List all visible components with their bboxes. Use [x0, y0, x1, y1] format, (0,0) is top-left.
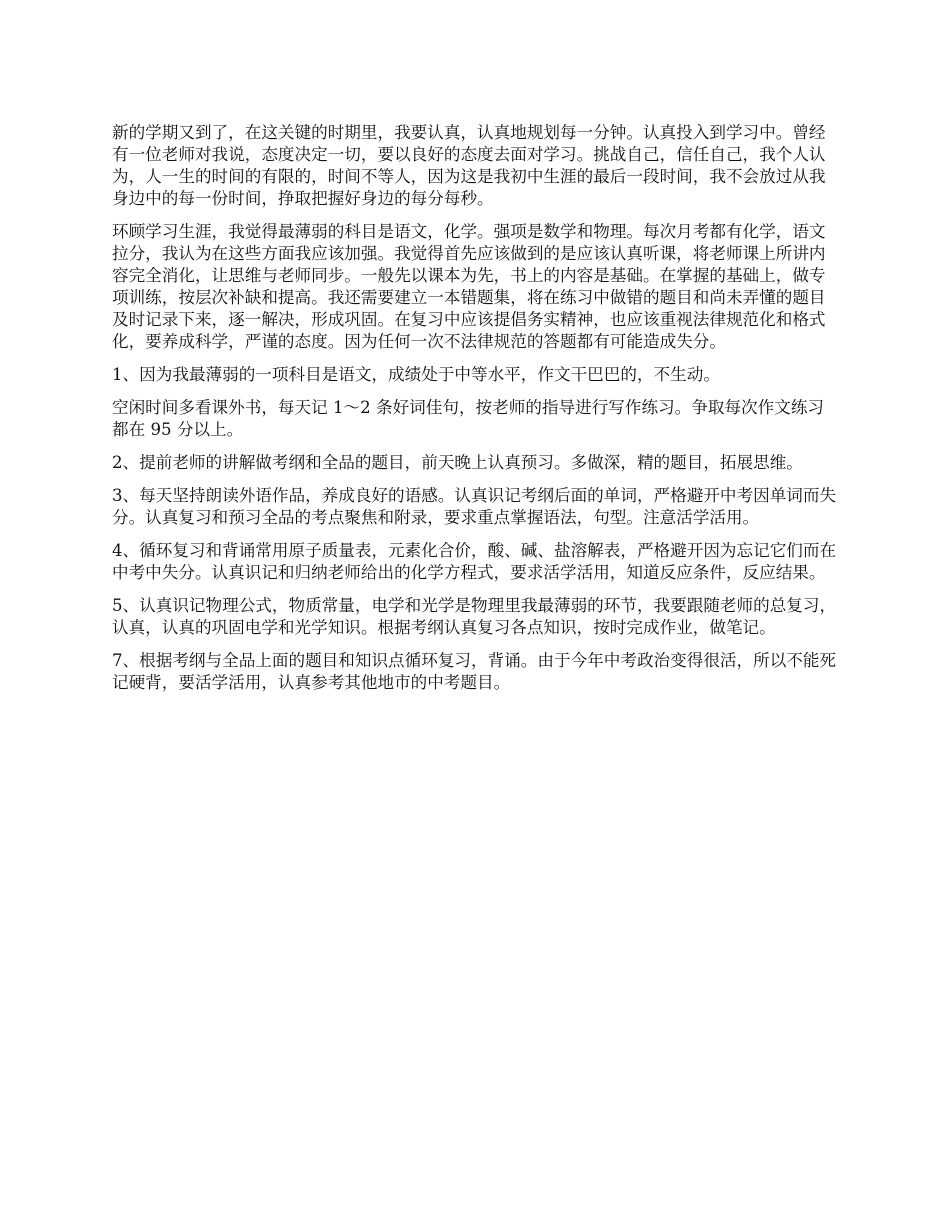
- paragraph-item-3: 3、每天坚持朗读外语作品，养成良好的语感。认真识记考纲后面的单词，严格避开中考因单词而失分。认真复习和预习全品的考点聚焦和附录，要求重点掌握语法，句型。注意活学活用。: [112, 486, 837, 527]
- paragraph-item-1: 1、因为我最薄弱的一项科目是语文，成绩处于中等水平，作文干巴巴的，不生动。: [112, 365, 720, 384]
- paragraph-study-review: 环顾学习生涯，我觉得最薄弱的科目是语文，化学。强项是数学和物理。每次月考都有化学，语文拉分，我认为在这些方面我应该加强。我觉得首先应该做到的是应该认真听课，将老师课上所讲内容完全消化，让思维与老师同步。一般先以课本为先，书上的内容是基础。在掌握的基础上，做专项训练，按层次补缺和提高。我还需要建立一本错题集，将在练习中做错的题目和尚未弄懂的题目及时记录下来，逐一解决，形成巩固。在复习中应该提倡务实精神，也应该重视法律规范化和格式化，要养成科学，严谨的态度。因为任何一次不法律规范的答题都有可能造成失分。: [112, 222, 826, 351]
- paragraph-intro: 新的学期又到了，在这关键的时期里，我要认真，认真地规划每一分钟。认真投入到学习中。曾经有一位老师对我说，态度决定一切，要以良好的态度去面对学习。挑战自己，信任自己，我个人认为，人一生的时间的有限的，时间不等人，因为这是我初中生涯的最后一段时间，我不会放过从我身边中的每一份时间，挣取把握好身边的每分每秒。: [112, 123, 826, 208]
- paragraph-item-7: 7、根据考纲与全品上面的题目和知识点循环复习，背诵。由于今年中考政治变得很活，所以不能死记硬背，要活学活用，认真参考其他地市的中考题目。: [112, 651, 837, 692]
- document-body: [112, 122, 840, 705]
- paragraph-reading-plan: 空闲时间多看课外书，每天记 1～2 条好词佳句，按老师的指导进行写作练习。争取每次作文练习都在 95 分以上。: [112, 398, 825, 439]
- paragraph-item-4: 4、循环复习和背诵常用原子质量表，元素化合价，酸、碱、盐溶解表，严格避开因为忘记它们而在中考中失分。认真识记和归纳老师给出的化学方程式，要求活学活用，知道反应条件，反应结果。: [112, 541, 837, 582]
- paragraph-item-2: 2、提前老师的讲解做考纲和全品的题目，前天晚上认真预习。多做深，精的题目，拓展思维。: [112, 453, 803, 472]
- paragraph-item-5: 5、认真识记物理公式，物质常量，电学和光学是物理里我最薄弱的环节，我要跟随老师的总复习，认真，认真的巩固电学和光学知识。根据考纲认真复习各点知识，按时完成作业，做笔记。: [112, 596, 837, 637]
